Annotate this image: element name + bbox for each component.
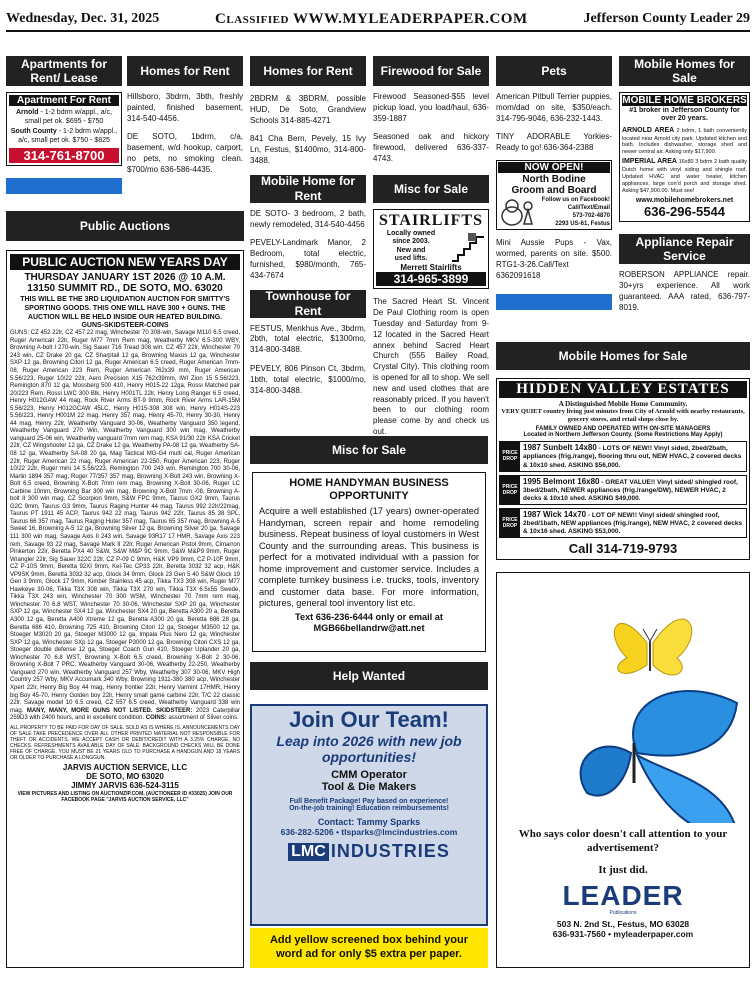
stairlift-line-4: used lifts. (394, 254, 428, 262)
listing-desc: - LOTS OF NEW!! Vinyl sided, 2bed/2bath, appliances (frig./range), flooring thru out, NEW HVAC, 2 covered decks & 10x10 shed. (523, 445, 742, 469)
category-homes-for-rent-2: Homes for Rent (250, 56, 366, 86)
home-ad-chabern: 841 Cha Bern, Pevely, 15 Ivy Ln, Festus, $1400mo, 314-800-3488. (250, 134, 366, 165)
brokers-title: MOBILE HOME BROKERS (622, 95, 747, 106)
job-benefits-2: On-the-job training! Education reimbursements! (289, 805, 449, 813)
hidden-valley-title: HIDDEN VALLEY ESTATES (499, 381, 747, 398)
listing-item (499, 441, 747, 471)
listing-desc: - LOT OF NEW!! Vinyl sided/ shingled roof, 2bed/1bath, NEW appliances (frig./range), NEW HVAC, 2 covered decks & 10x16 shed. (523, 512, 743, 536)
townhouse-ad-pevely: PEVELY, 806 Pinson Ct, 3bdrm, 1bth, total electric, $1000/mo, 314-800-3488. (250, 363, 366, 395)
brokers-imperial-text: 16x80 3 bdrm 2 bath quality Dutch home with vinyl siding and shingle roof. Updated HVAC and water heater, kitchen appliances, large con'd porch and storage shed. Asking $47,900.00. Must see! (622, 159, 748, 194)
auction-intro: THIS WILL BE THE 3RD LIQUIDATION AUCTION FOR SMITTY'S SPORTING GOODS. THIS ONE WILL HAVE 300 + GUNS. THE AUCTION WILL BE HELD INSIDE OUR HEATED BUILDING. (20, 296, 230, 321)
auction-gun-list: GUNS: CZ 452 22lr, CZ 457 22 mag, Winchester 70 308-win, Savage M110 6.5 creed, Ruger American 22lr, Ruger M77 7mm Rem mag, Weatherby MKV 6.5-300 WBY, Browning A-bolt I 270-win, Sig Sauer 716 Tread 308 win, CZ 457 22lr, Winchester 70 243 win, CZ Drake 20 ga, CZ Sharptail 12 ga, Browning Maxus 12 ga, Winchester SXP 12 ga, Browning Citori 12 ga, Ruger American 6.5 creed, Ruger American 7mm-08, Ruger American 223 Rem, Ruger American 762x39 mm, Ruger American 5.56/223, Ruger 10/22 22lr, Aero Precision X15 762x39mm, IWI Zion 15 5.56/223, Remington 870 12 ga, Mossberg 500 410, Henry H015-22 12ga, Rossi Matched pair 20/223 Rem, Rossi LWC 300 Blk, Henry H001TL 22lr, Henry Long Ranger 6.5 creed, Henry H012GAW 44 mag, Rock River Arms BT-9 9mm, Rock River Arms LAR-15M 5.56/223, Henry H012GCAW 45LC, Henry H015-308 308 win, Henry H014S-223 5.56/223, Henry H001M 22 mag, Henry 357 mag, Henry 45-70, Henry 30-30, Henry 44 mag, Henry 22lr, Weatherby Vanguard 30-06, Weatherby Vanguard 350 legend, Weatherby Vanguard 270 Win, Weatherby Vanguard 300 win mag, Weatherby vanguard 25-06 win, Weatherby vanguard 7mm rem mag, KSA 91/30 22lr KSA Cricket 22lr, CZ Wingshooter 12 ga, CZ Drake 12 ga, Weatherby PA-08 12 ga, Weatherby SA-08 12 ga, Weatherby SA-08 20 ga, Mag Tactical MG-G4 multi cal, Ruger American 22lr, Ruger American 22 mag, Ruger American 22-250, Ruger American 223, Ruger 10/22 22lr, Ruger mini 14 5.56/223, Remington 700 243 win, Remington 700 30-06, Marlin 1894 357 mag, Ruger 77/357 357 mag, Browning X-Bolt 243 win, Browning X-Bolt 6.5 creed, Browning X-Bolt 7mm rem mag, Browning X-Bolt 30-06, Ruger LC Carbine 10mm, Browning Bar 300 win mag, Browning X-Bolt 7mm -08, Browning A-bolt II 300 win mag, CZ Scorpion 9mm, S&W FPC 9mm, Taurus GX2 9mm, Taurus G2C 9mm, Taurus G3 9mm, Taurus Raging Hunter 44 mag, Taurus 992 22lr/22mag, Taurus PT 1911 45 ACP, Taurus 942 22 mag, Taurus 942 22lr, Taurus 85 38 SPL, Taurus 66 357 mag, Taurus Raging Huter 357 mag, Taurus 65 357 mag, Browning A-5 Sweet 16, Browning A-5 12 ga, Browning Silver 12 ga, Browning Silver 20 ga, Savage 111 300 win mag, Savage Axis II 243 win, Savage 93R17 17 HMR, Savage Axis 223 rem, Savage 93 22 mag, Savage Mark II 22lr, Ruger American Pistol 9mm, Cimarron Pinkerton 22lr, Beretta PX4 40 S&W, S&W M&P 9C 9mm, S&W M&P9 9mm, Ruger Wrangler 22lr, Sig Sauer 322C 22lr, CZ P-09 C 9mm, H&K VP9 9mm, CZ P-10F 9mm, CZ P-10S 9mm, Beretta 92XI 9mm, Kel-Tec CP33 22lr, Beretta 3032 32 acp, H&K VP9SK 9mm, Beretta 3032 32 acp, Glock 34 9mm, Glock 23 Gen 5 40 S&W Glock 19 Gen 3 9mm, Glock 17 9mm, Kimber Stainless 45 acp, Tikka TX3 308 win, Ruger M77 Hawkeye 30-06, Tikka T3X 308 win, Tikka T3X 270 win, Tikka T3X 6.5x55 Swede, Tikka T3X 243 win, Winchester 70 300 WSM, Winchester 70 7mm rem mag, Winchester 70 6.8 WST, Winchester 70 30-06, Winchester SXP 20 ga, Winchester SXP 12 ga, Winchester SX4 12 ga, Winchester SX4 20 ga, Beretta A300 20 a, Beretta A300 12 ga, Beretta A400 Xtreme 12 ga, Beretta A300 20 ga, Beretta 686 28 ga, Beretta 686 410, Browning 725 410, Browning Citori 12 ga, Stoeger M3500 12 ga, Stoeger M3020 20 ga, Stoeger M3000 12 ga, Impala Plus Nero 12 ga, Winchester SXP 12 ga, Winchester SXp 12 ga, Stoeger P3000 12 ga, Browning Citori CXS 12 ga, Stoeger double defense 12 ga, Stoeger Coach Gun 410, Stoeger Uplander 20 ga, Winchester 70 6.8 WST, Browning X-Bolt 6.5 creed, Browning X-Bolt 2 30-06, Browning X-Bolt 7 PRC, Weatherby Vanguard 30-06, Weatherby 22-250, Weatherby Vanguard 270 win, Weatherby Vanguard 257 Wby, Weatherby 307 30-06, MKV High Country 257 Wby, MKV Accumark 340 Wby, Browning 1911-380 380 acp, Winchester Xpert 22lr, Henry Big Boy 44 mag, Henry frontier 22lr, Henry Varmint 17HMR, Henry big Boy 45-70, Henry Golden boy 22lr, Henry small game carbine 22lr, T/C 22 classic 22lr, Savage model 10 6.5 creed, CZ 557 6.5 creed, Weatherby Vanguard 338 win mag. (10, 330, 240, 714)
brokers-web: www.mobilehomebrokers.net (635, 197, 734, 205)
brokers-imperial (622, 158, 747, 194)
blue-divider-2 (496, 294, 612, 310)
job-contact: Contact: Tammy Sparks (317, 817, 421, 828)
price-drop-tag: PRICE DROP (500, 509, 520, 537)
paper-name-page (583, 11, 750, 27)
listing-text (520, 476, 746, 504)
category-homes-for-rent: Homes for Rent (127, 56, 243, 86)
column-3 (250, 56, 366, 396)
category-firewood: Firewood for Sale (373, 56, 489, 86)
lmc-logo (255, 841, 483, 862)
home-ad-hillsboro: Hillsboro, 3bdrm, 3bth, freshly painted, finished basement, 314-540-4456. (127, 92, 243, 123)
auction-contact: JIMMY JARVIS 636-524-3115 (71, 780, 179, 790)
auction-service: JARVIS AUCTION SERVICE, LLC (62, 762, 188, 772)
stairlift-line-3: New and (396, 246, 426, 254)
column-2 (127, 56, 243, 176)
brokers-sub: #1 broker in Jefferson County for over 20 years. (629, 107, 740, 123)
yellow-box-promo: Add yellow screened box behind your word ad for only $5 extra per paper. (250, 928, 488, 968)
blue-divider (6, 178, 122, 194)
job-title: Join Our Team! (289, 707, 449, 732)
listing-head: 1987 Sunbelt 14x80 (523, 443, 597, 453)
stairlift-ad (373, 209, 489, 290)
groom-phone: 573-702-4870 (572, 213, 610, 220)
mobile-ad-desoto: DE SOTO- 3 bedroom, 2 bath, newly remodeled, 314-540-4456 (250, 208, 366, 229)
lmc-logo-text: INDUSTRIES (330, 841, 450, 862)
auction-skid: 2023 Caterpillar 259D3 with 2400 hours, and in excellent condition. (10, 707, 241, 722)
stairlift-line-2: since 2003. (392, 238, 430, 246)
leader-promo-ad (496, 572, 750, 968)
promo-address: 503 N. 2nd St., Festus, MO 63028 (556, 918, 690, 929)
auction-view: VIEW PICTURES AND LISTING ON AUCTIONZIP.COM, (AUCTIONEER ID #33025) JOIN OUR FACEBOOK PAGE "JARVIS AUCTION SERVICE, LLC" (17, 790, 233, 803)
auction-when: THURSDAY JANUARY 1ST 2026 @ 10 A.M. (24, 272, 226, 283)
home-ad-hud: 2BDRM & 3BDRM, possible HUD, De Soto, Grandview Schools 314-885-4271 (250, 94, 366, 125)
column-4 (373, 56, 489, 438)
category-help-wanted: Help Wanted (250, 662, 488, 690)
listing-item (499, 475, 747, 505)
hidden-valley-call: Call 314-719-9793 (568, 541, 678, 557)
listing-price: ASKING $53,000. (567, 528, 621, 536)
groom-ad (496, 160, 612, 230)
stairlift-icon (450, 231, 486, 263)
apartment-phone: 314-761-8700 (9, 148, 119, 163)
auction-skid-head: SKIDSTEER: (156, 707, 193, 714)
job-role-1: CMM Operator (331, 769, 407, 782)
section-title (215, 11, 528, 28)
column-5 (496, 56, 612, 310)
appliance-ad: ROBERSON APPLIANCE repair. 30+yrs experience. All work guaranteed. AAA rated, 636-797-8019. (619, 270, 750, 312)
column-6 (619, 56, 750, 314)
hidden-valley-l4: Located in Northern Jefferson County. (Some Restrictions May Apply) (523, 432, 723, 439)
apt-location-2: South County (10, 127, 57, 135)
listing-head: 1995 Belmont 16x80 (523, 476, 600, 486)
stairlift-body (376, 230, 486, 264)
auction-terms: ALL PROPERTY TO BE PAID FOR DAY OF SALE. SOLD AS IS WHERE IS. ANNOUNCEMENTS DAY OF SALE TAKE PRECEDENCE OVER ALL OTHER PRINTED MATERIAL NOT RESPONSIBLE FOR THEFT OR ACCIDENTS. WE ACCEPT CASH OR DEBIT/CREDIT WITH A 3.25% CHARGE, NO CHECKS. REFRESHMENTS AVAILABLE DAY OF SALE. BACKGROUND CHECKS WILL BE DONE FREE OF CHARGE. YOU MUST BE 21 YEARS OLD TO PURCHASE A HANDGUN AND 18 YEARS OR OLDER TO PURCHASE A LONGGUN. (10, 724, 240, 761)
brokers-imperial-head: IMPERIAL AREA (622, 158, 677, 166)
clothing-room-ad: The Sacred Heart St. Vincent De Paul Clothing room is open Tuesday and Saturday from 9-12 located in the Sacred Heart annex behind Sacred Heart Church (555 Bailey Road, Crystal City). This clothing room is opened for all to shop. We sell new and used clothes that are reasonably priced. If you haven't been to our clothing room please come by and check us out. (373, 297, 489, 436)
auction-many: MANY, MANY, MORE GUNS NOT LISTED. (26, 707, 153, 714)
pets-ad-pitbull: American Pitbull Terrier puppies, mom/dad on site, $350/each. 314-795-9046, 636-232-1443. (496, 92, 612, 123)
apt-details-2: - 1-2 bdrm w/appl., a/c, small pet ok. $750 - $825 (18, 127, 118, 145)
page-number: 29 (736, 11, 750, 26)
auction-coins: assortment of Silver coins. (168, 715, 239, 722)
category-misc-for-sale-2: Misc for Sale (373, 175, 489, 203)
handyman-contact: Text 636-236-6444 only or email at MGB66bellandrw@att.net (295, 611, 443, 633)
groom-name-2: Groom and Board (511, 184, 597, 196)
handyman-title: HOME HANDYMAN BUSINESS OPPORTUNITY (289, 477, 449, 503)
firewood-ad-2: Seasoned oak and hickory firewood, delivered 636-337-4743. (373, 132, 489, 163)
auction-where: 13150 SUMMIT RD., DE SOTO, MO. 63020 (27, 283, 223, 294)
hidden-valley-l3: FAMILY OWNED AND OPERATED WITH ON-SITE MANAGERS (535, 426, 711, 433)
job-role-2: Tool & Die Makers (321, 781, 417, 794)
handyman-body: Acquire a well established (17 years) owner-operated Handyman, screen repair and home remodeling business. Repeat business of loyal customers in West County and the surrounding areas. This business is perfect for a motivated individual with a passion for home improvement and customer service. Includes a complete turnkey business i.e. trucks, tools, inventory and customer data base. For more information, pictures, general tool inventory list etc. (259, 506, 479, 609)
hidden-valley-listings (499, 441, 747, 538)
job-benefits-1: Full Benefit Package! Pay based on experience! (289, 798, 449, 806)
stairlift-name: Merrett Stairlifts (400, 263, 462, 273)
pets-ad-aussie: Mini Aussie Pups - Vax, wormed, parents on site. $500. RTG1-3-26.Call/Text 6362091618 (496, 238, 612, 280)
stairlift-phone: 314-965-3899 (376, 272, 486, 286)
butterfly-illustration (497, 573, 750, 823)
job-phone: 636-282-5206 • tlsparks@lmcindustries.com (280, 827, 458, 838)
apt-details-1: - 1-2 bdrm w/appl., a/c, small pet ok. $695 - $750 (24, 109, 113, 126)
brokers-ad (619, 92, 750, 222)
brokers-arnold-head: ARNOLD AREA (622, 126, 675, 134)
listing-price: ASKING $49,000. (588, 494, 641, 502)
auction-body (10, 330, 240, 722)
stairlift-tagline (376, 230, 446, 264)
category-appliance-repair: Appliance Repair Service (619, 234, 750, 264)
category-misc-for-sale: Misc for Sale (250, 436, 488, 464)
groom-facebook: Follow us on Facebook! (541, 196, 610, 203)
brokers-arnold (622, 127, 747, 156)
category-public-auctions: Public Auctions (6, 211, 244, 241)
apartment-ad (6, 92, 122, 166)
stairlift-line-1: Locally owned (386, 229, 436, 237)
section-name: Classified (215, 10, 289, 27)
category-mobile-home-rent: Mobile Home for Rent (250, 175, 366, 203)
leader-logo (497, 879, 749, 916)
category-apartments: Apartments for Rent/ Lease (6, 56, 122, 86)
category-townhouse: Townhouse for Rent (250, 290, 366, 318)
listing-desc: - GREAT VALUE!! Vinyl sided/ shingled roof, 3bed/2bath, NEWER appliances (frig./range/DW), NEWER HVAC, 2 decks & 10x10 shed. (523, 478, 738, 502)
apartment-ad-title: Apartment For Rent (9, 95, 119, 106)
category-mobile-homes-sale-2: Mobile Homes for Sale (496, 342, 750, 370)
home-ad-desoto: DE SOTO, 1bdrm, c/a, basement, w/d hookup, carport, no pets, no smoking clean. $700/mo 636-586-4435. (127, 132, 243, 174)
apt-location-1: Arnold (15, 109, 39, 116)
groom-name-1: North Bodine (522, 173, 586, 185)
column-1 (6, 56, 122, 194)
brokers-arnold-text: 2 bdrm, 1 bath conveniently located near Arnold city park. Updated kitchen and bath. Includes dishwasher, storage shed and newer central air. Asking only $17,900. (622, 127, 747, 156)
pets-ad-yorkies: TINY ADORABLE Yorkies- Ready to go! 636-364-2388 (496, 132, 612, 153)
auction-title: PUBLIC AUCTION NEW YEARS DAY (10, 254, 240, 270)
category-pets: Pets (496, 56, 612, 86)
price-drop-tag: PRICE DROP (500, 476, 520, 504)
auction-coins-head: COINS: (145, 715, 167, 722)
groom-address: 2293 US-61, Festus (555, 221, 610, 228)
firewood-ad-1: Firewood Seasoned-$55 level pickup load, you load/haul, 636-359-1887 (373, 92, 489, 123)
brokers-phone: 636-296-5544 (644, 204, 725, 220)
price-drop-tag: PRICE DROP (500, 442, 520, 470)
hidden-valley-l2: VERY QUIET country living just minutes from City of Arnold with nearby restaurants, grocery stores, and retail shops close by. (501, 408, 745, 424)
handyman-ad (252, 472, 486, 652)
site-url: WWW.MYLEADERPAPER.COM (292, 10, 528, 27)
listing-head: 1987 Wick 14x70 (523, 510, 587, 519)
paper-name: Jefferson County Leader (583, 11, 733, 26)
listing-text (520, 509, 746, 537)
promo-question: Who says color doesn't call attention to your advertisement? (518, 828, 728, 855)
leader-logo-text: LEADER (562, 879, 684, 911)
groom-details (498, 196, 610, 228)
stairlift-title: STAIRLIFTS (379, 211, 483, 229)
groom-contact (538, 196, 610, 228)
promo-contact: 636-931-7560 • myleaderpaper.com (552, 928, 694, 939)
apartment-ad-line-2 (9, 127, 119, 146)
apartment-ad-line-1 (9, 108, 119, 127)
dog-cat-icon (498, 196, 538, 228)
auction-guns-head: GUNS-SKIDSTEER-COINS (81, 322, 169, 330)
leader-logo-sub: Publications (609, 909, 637, 916)
issue-date: Wednesday, Dec. 31, 2025 (6, 11, 160, 26)
lmc-logo-mark: LMC (288, 843, 329, 861)
townhouse-ad-festus: FESTUS, Menkhus Ave., 3bdrm, 2bth, total electric, $1300mo, 314-800-3488. (250, 323, 366, 355)
auction-city: DE SOTO, MO 63020 (86, 771, 164, 781)
auction-ad (6, 250, 244, 968)
page-header (6, 10, 750, 32)
category-mobile-homes-sale: Mobile Homes for Sale (619, 56, 750, 86)
mobile-ad-pevely: PEVELY-Landmark Manor, 2 Bedroom, total electric, furnished, $980/month, 765-434-7674 (250, 238, 366, 280)
job-subtitle: Leap into 2026 with new job opportunities! (276, 733, 462, 766)
listing-item (499, 508, 747, 538)
listing-price: ASKING $56,000. (567, 461, 621, 469)
groom-call: Call/Text/Email (567, 205, 610, 212)
hidden-valley-ad (496, 378, 750, 560)
promo-answer: It just did. (598, 863, 648, 876)
hidden-valley-l1: A Distinguished Mobile Home Community. (558, 400, 688, 408)
job-ad (250, 704, 488, 926)
groom-open: NOW OPEN! (498, 162, 610, 173)
listing-text (520, 442, 746, 470)
